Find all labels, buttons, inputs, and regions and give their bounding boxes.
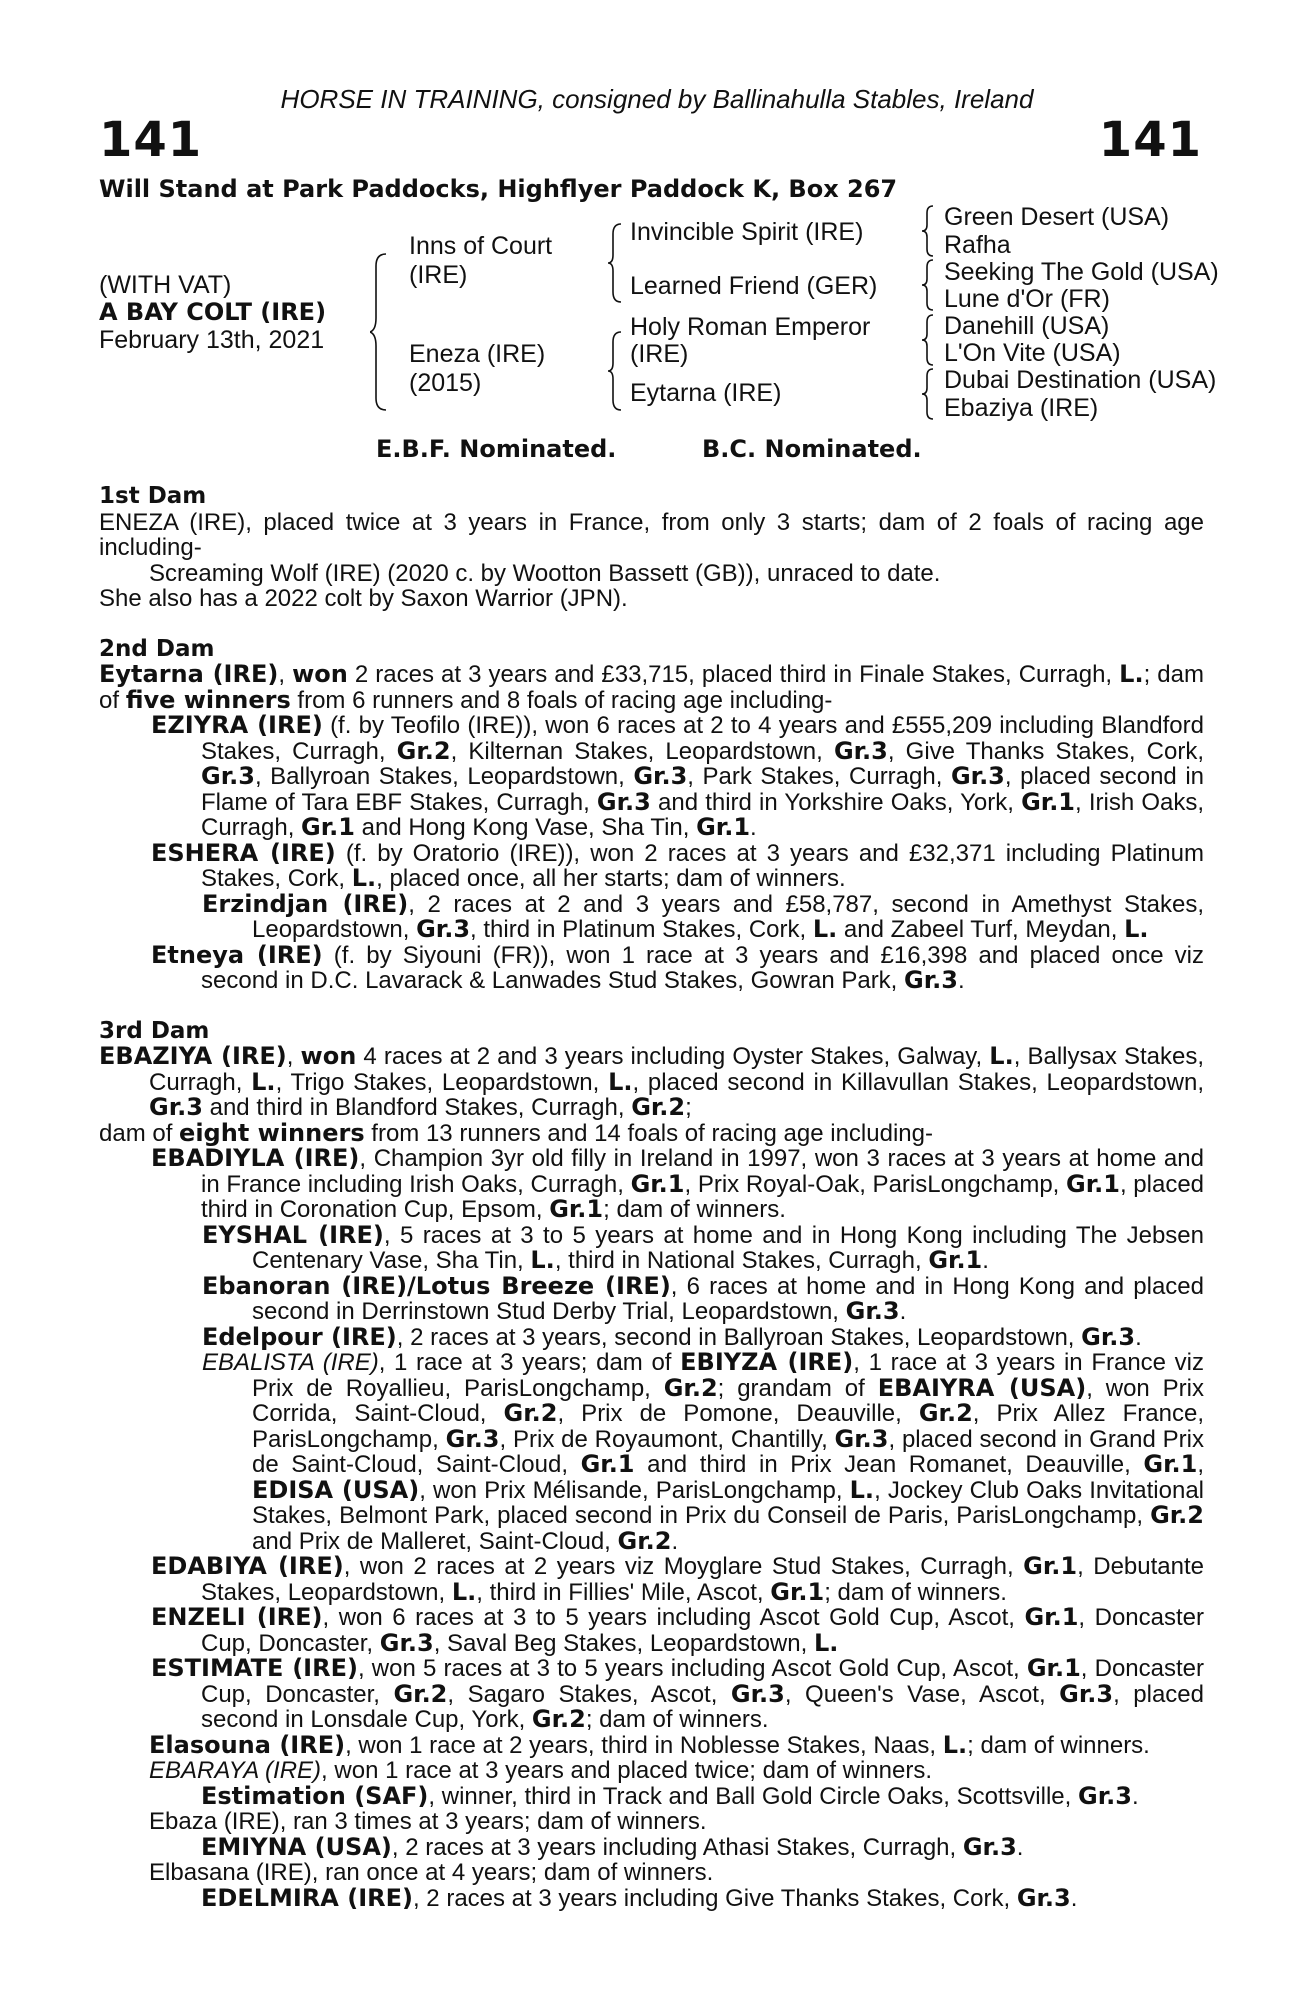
bold-text: Gr.3: [1016, 1883, 1071, 1912]
bold-text: Gr.1: [1066, 1169, 1120, 1198]
entry-text: , won 2 races at 2 years viz Moyglare Stud Stakes, Curragh,: [343, 1553, 1024, 1580]
dam-section: [99, 484, 1204, 612]
bold-text: ENZELI (IRE): [151, 1603, 323, 1631]
entry-text: , 1 race at 3 years in France viz Prix de Royallieu, ParisLongchamp,: [252, 1349, 1205, 1402]
entry-text: .: [1135, 1323, 1142, 1351]
entry-text: , 5 races at 3 to 5 years at home and in Hong Kong including The Jebsen Centenary Vase, Sha Tin,: [252, 1221, 1204, 1274]
entry-text: ; dam of winners.: [967, 1731, 1150, 1759]
pedigree-entry: [99, 940, 1205, 994]
entry-text: ,: [286, 1043, 301, 1070]
entry-text: , Ballysax Stakes, Curragh,: [149, 1043, 1204, 1096]
bold-text: EBAIYRA (USA): [877, 1373, 1087, 1402]
entry-text: She also has a 2022 colt by Saxon Warrior (JPN).: [99, 585, 628, 612]
bold-text: EBAZIYA (IRE): [99, 1042, 287, 1070]
bold-text: Gr.1: [580, 1450, 635, 1478]
sire-brace: [608, 222, 624, 304]
bold-text: EZIYRA (IRE): [151, 711, 323, 739]
ancestor-5: Danehill (USA): [944, 312, 1110, 340]
pedigree-entry: [99, 561, 1204, 587]
pedigree-entry: [99, 510, 1204, 561]
bold-text: Gr.1: [1023, 1552, 1078, 1580]
entry-text: (f. by Oratorio (IRE)), won 2 races at 3 years and £32,371 including Platinum Stakes, Cork,: [201, 839, 1204, 892]
bold-text: Etneya (IRE): [151, 940, 323, 969]
pedigree-entry: [99, 1146, 1204, 1223]
entry-text: , Doncaster Cup, Doncaster,: [201, 1604, 1205, 1657]
bold-text: Gr.3: [845, 1297, 900, 1325]
entry-text: , Sagaro Stakes, Ascot,: [447, 1680, 731, 1708]
entry-text: , Prix de Royaumont, Chantilly,: [499, 1425, 835, 1453]
pedigree-entry: [99, 1605, 1204, 1656]
foaling-date: February 13th, 2021: [99, 326, 325, 354]
produce-record: [99, 484, 1204, 1911]
entry-text: from 6 runners and 8 foals of racing age including-: [290, 686, 833, 714]
bold-text: L.: [812, 915, 838, 943]
consignor-heading: HORSE IN TRAINING, consigned by Ballinahulla Stables, Ireland: [280, 84, 1034, 114]
pedigree-entry: [99, 1832, 1204, 1861]
bold-text: L.: [813, 1628, 839, 1657]
entry-text: , Trigo Stakes, Leopardstown,: [275, 1068, 609, 1096]
dam-name: Eneza (IRE): [409, 340, 546, 368]
gen3-brace-4: [922, 367, 936, 421]
sire-name: Inns of Court: [409, 232, 553, 260]
sire-origin: (IRE): [409, 261, 468, 289]
stand-location: Will Stand at Park Paddocks, Highflyer Paddock K, Box 267: [99, 175, 898, 203]
pedigree-entry: [99, 1350, 1204, 1554]
bold-text: Gr.1: [1143, 1450, 1198, 1478]
ancestor-1: Green Desert (USA): [944, 203, 1170, 231]
entry-text: , Jockey Club Oaks Invitational Stakes, Belmont Park, placed second in Prix du Conseil de Paris, ParisLongchamp,: [252, 1476, 1204, 1529]
pedigree-entry: [99, 1809, 1204, 1835]
bc-nomination: B.C. Nominated.: [702, 435, 922, 463]
bold-text: Gr.1: [770, 1577, 825, 1606]
entry-text: ,: [1197, 1451, 1204, 1478]
entry-text: 4 races at 2 and 3 years including Oyster Stakes, Galway,: [356, 1043, 990, 1070]
pedigree-entry: [99, 586, 1204, 612]
bold-text: Gr.3: [962, 1832, 1017, 1861]
entry-text: , third in Fillies' Mile, Ascot,: [476, 1578, 771, 1606]
entry-text: and Prix de Malleret, Saint-Cloud,: [252, 1527, 618, 1555]
bold-text: Gr.2: [393, 1679, 448, 1708]
pedigree-entry: [99, 1860, 1204, 1886]
pedigree-entry: [99, 662, 1204, 713]
bold-text: EBIYZA (IRE): [680, 1348, 854, 1376]
bold-text: Gr.2: [631, 1093, 686, 1121]
entry-text: (f. by Teofilo (IRE)), won 6 races at 2 to 4 years and £555,209 including Blandford Stakes, Curragh,: [201, 712, 1204, 765]
bold-text: Gr.3: [730, 1679, 785, 1708]
bold-text: Gr.1: [928, 1246, 983, 1274]
pedigree-entry: [99, 838, 1204, 892]
entry-text: .: [899, 1298, 907, 1325]
entry-text: , Queen's Vase, Ascot,: [784, 1680, 1060, 1708]
gen3-brace-3: [922, 313, 936, 367]
entry-text: , 6 races at home and in Hong Kong and placed second in Derrinstown Stud Derby Trial, Leopardstown,: [252, 1272, 1204, 1325]
entry-text: .: [1131, 1782, 1139, 1810]
bold-text: L.: [849, 1475, 875, 1504]
entry-text: .: [957, 967, 965, 994]
bold-text: L.: [1124, 915, 1149, 943]
entry-text: .: [1070, 1884, 1078, 1912]
bold-text: Gr.2: [663, 1373, 718, 1402]
bold-text: Gr.3: [834, 1424, 889, 1453]
dam-brace: [608, 330, 624, 412]
bold-text: Gr.1: [301, 813, 355, 841]
bold-text: Gr.2: [918, 1399, 973, 1427]
ancestor-3: Seeking The Gold (USA): [944, 258, 1219, 286]
entry-text: ,: [278, 661, 293, 688]
entry-text: , Park Stakes, Curragh,: [687, 763, 951, 790]
vat-note: (WITH VAT): [99, 271, 232, 299]
ancestor-7: Dubai Destination (USA): [944, 366, 1217, 394]
entry-text: , won 5 races at 3 to 5 years including Ascot Gold Cup, Ascot,: [357, 1655, 1027, 1682]
entry-text: and third in Yorkshire Oaks, York,: [650, 788, 1022, 816]
bold-text: Gr.2: [503, 1399, 558, 1427]
bold-text: Gr.3: [1081, 1322, 1136, 1351]
bold-text: five winners: [125, 685, 291, 714]
entry-text: , placed second in Flame of Tara EBF Stakes, Curragh,: [201, 763, 1205, 816]
bold-text: Elasouna (IRE): [149, 1730, 346, 1759]
pedigree-entry: [99, 1220, 1204, 1274]
entry-text: , 2 races at 3 years including Give Thanks Stakes, Cork,: [412, 1884, 1017, 1912]
entry-text: , Prix Royal-Oak, ParisLongchamp,: [684, 1170, 1067, 1198]
bold-text: L.: [530, 1246, 555, 1274]
entry-text: and Zabeel Turf, Meydan,: [837, 916, 1125, 943]
pedigree-entry: [99, 1271, 1204, 1325]
entry-text: , Give Thanks Stakes, Cork,: [887, 737, 1205, 765]
ancestor-6: L'On Vite (USA): [944, 339, 1121, 367]
pedigree-entry: [99, 1554, 1204, 1605]
lot-number-right: 141: [1098, 112, 1202, 168]
section-heading: 2nd Dam: [99, 635, 215, 662]
ancestor-8: Ebaziya (IRE): [944, 394, 1099, 422]
entry-text: and third in Prix Jean Romanet, Deauville,: [634, 1451, 1144, 1478]
italic-text: EBARAYA (IRE): [149, 1757, 322, 1784]
pedigree-entry: [99, 713, 1204, 841]
entry-text: , Prix de Pomone, Deauville,: [557, 1400, 919, 1427]
entry-text: ;: [685, 1094, 692, 1121]
pedigree-entry: [99, 1883, 1204, 1912]
entry-text: , winner, third in Track and Ball Gold Circle Oaks, Scottsville,: [428, 1782, 1078, 1810]
bold-text: Gr.2: [396, 736, 451, 765]
bold-text: L.: [989, 1042, 1014, 1070]
entry-text: ; dam of: [99, 661, 1204, 714]
lot-number-left: 141: [99, 112, 203, 168]
horse-brace: [370, 252, 390, 412]
dam-dam: Eytarna (IRE): [630, 379, 782, 407]
entry-text: , won Prix Corrida, Saint-Cloud,: [252, 1374, 1204, 1427]
bold-text: Gr.1: [1026, 1654, 1081, 1682]
section-heading: 3rd Dam: [99, 1017, 210, 1044]
bold-text: Gr.3: [950, 762, 1005, 790]
entry-text: ; grandam of: [717, 1374, 878, 1402]
entry-text: from 13 runners and 14 foals of racing age including-: [364, 1119, 933, 1147]
dam-sire-name: Holy Roman Emperor: [630, 313, 871, 341]
bold-text: L.: [251, 1067, 276, 1096]
pedigree-entry: [99, 1118, 1204, 1147]
bold-text: Gr.2: [617, 1526, 672, 1555]
bold-text: Gr.3: [904, 966, 958, 994]
entry-text: , 2 races at 3 years, second in Ballyroan Stakes, Leopardstown,: [396, 1323, 1082, 1351]
bold-text: Gr.3: [201, 762, 255, 790]
entry-text: , won 1 race at 2 years, third in Noblesse Stakes, Naas,: [345, 1731, 943, 1759]
dam-sire-origin: (IRE): [630, 340, 689, 368]
bold-text: Gr.3: [1059, 1679, 1114, 1708]
bold-text: L.: [942, 1730, 968, 1759]
bold-text: EDELMIRA (IRE): [201, 1883, 413, 1912]
bold-text: EYSHAL (IRE): [202, 1220, 384, 1249]
sire-dam: Learned Friend (GER): [630, 272, 878, 300]
bold-text: Gr.3: [633, 762, 688, 790]
entry-text: Ebaza (IRE), ran 3 times at 3 years; dam of winners.: [149, 1808, 707, 1835]
bold-text: EMIYNA (USA): [201, 1832, 392, 1861]
entry-text: , 2 races at 3 years including Athasi Stakes, Curragh,: [391, 1833, 963, 1861]
bold-text: Gr.2: [1150, 1501, 1204, 1529]
bold-text: Gr.1: [696, 813, 751, 841]
entry-text: , Debutante Stakes, Leopardstown,: [201, 1553, 1204, 1606]
bold-text: L.: [451, 1577, 477, 1606]
entry-text: , Kilternan Stakes, Leopardstown,: [450, 737, 834, 765]
entry-text: dam of: [99, 1119, 180, 1147]
entry-text: , placed second in Killavullan Stakes, Leopardstown,: [632, 1068, 1205, 1096]
bold-text: L.: [608, 1067, 633, 1096]
entry-text: ; dam of winners.: [824, 1578, 1007, 1606]
entry-text: .: [1016, 1833, 1024, 1861]
pedigree-entry: [99, 1656, 1204, 1733]
entry-text: ; dam of winners.: [603, 1196, 786, 1223]
pedigree-entry: [99, 889, 1205, 943]
entry-text: Screaming Wolf (IRE) (2020 c. by Wootton Bassett (GB)), unraced to date.: [149, 559, 941, 587]
horse-name: A BAY COLT (IRE): [99, 298, 327, 326]
gen3-brace-1: [922, 204, 936, 258]
entry-text: , Ballyroan Stakes, Leopardstown,: [254, 763, 634, 790]
bold-text: Edelpour (IRE): [202, 1322, 397, 1351]
entry-text: , placed second in Grand Prix de Saint-Cloud, Saint-Cloud,: [252, 1425, 1204, 1478]
italic-text: EBALISTA (IRE): [202, 1349, 379, 1376]
entry-text: .: [750, 814, 757, 841]
entry-text: ENEZA (IRE), placed twice at 3 years in France, from only 3 starts; dam of 2 foals of racing age including-: [99, 508, 1204, 561]
bold-text: EBADIYLA (IRE): [151, 1144, 360, 1172]
bold-text: Gr.3: [596, 787, 651, 816]
dam-year: (2015): [409, 369, 482, 397]
bold-text: EDABIYA (IRE): [151, 1552, 344, 1580]
bold-text: Gr.3: [379, 1628, 434, 1657]
entry-text: , 1 race at 3 years; dam of: [378, 1349, 681, 1376]
bold-text: Ebanoran (IRE)/Lotus Breeze (IRE): [202, 1271, 671, 1300]
bold-text: Gr.3: [445, 1424, 500, 1453]
ancestor-4: Lune d'Or (FR): [944, 285, 1110, 313]
dam-section: [99, 1019, 1204, 1912]
dam-section: [99, 637, 1204, 994]
entry-text: , won 6 races at 3 to 5 years including Ascot Gold Cup, Ascot,: [322, 1604, 1025, 1631]
entry-text: , third in Platinum Stakes, Cork,: [470, 916, 813, 943]
pedigree-entry: [99, 1758, 1204, 1784]
entry-text: .: [982, 1247, 989, 1274]
bold-text: Gr.1: [549, 1195, 604, 1223]
pedigree-entry: [99, 1044, 1204, 1121]
bold-text: ESHERA (IRE): [151, 838, 336, 867]
section-heading: 1st Dam: [99, 483, 207, 509]
bold-text: Gr.3: [833, 736, 888, 765]
entry-text: (f. by Siyouni (FR)), won 1 race at 3 years and £16,398 and placed once viz second in D.C. Lavarack & Lanwades Stud Stakes, Gowran Park,: [201, 941, 1205, 994]
entry-text: .: [671, 1527, 679, 1555]
sire-sire: Invincible Spirit (IRE): [630, 218, 864, 246]
entry-text: , 2 races at 2 and 3 years and £58,787, second in Amethyst Stakes, Leopardstown,: [252, 890, 1205, 943]
entry-text: ; dam of winners.: [585, 1706, 769, 1733]
entry-text: 2 races at 3 years and £33,715, placed third in Finale Stakes, Curragh,: [347, 661, 1120, 688]
entry-text: and Hong Kong Vase, Sha Tin,: [354, 814, 697, 841]
entry-text: , Prix Allez France, ParisLongchamp,: [252, 1400, 1205, 1453]
bold-text: L.: [351, 864, 377, 892]
entry-text: , won Prix Mélisande, ParisLongchamp,: [419, 1476, 850, 1504]
bold-text: Gr.3: [416, 915, 471, 943]
bold-text: won: [292, 660, 348, 688]
pedigree-entry: [99, 1730, 1204, 1759]
entry-text: Elbasana (IRE), ran once at 4 years; dam of winners.: [149, 1859, 714, 1886]
gen3-brace-2: [922, 258, 936, 312]
bold-text: Gr.1: [630, 1169, 685, 1198]
bold-text: Erzindjan (IRE): [202, 889, 409, 918]
bold-text: won: [300, 1042, 357, 1070]
pedigree-entry: [99, 1322, 1204, 1351]
pedigree-entry: [99, 1781, 1204, 1810]
ancestor-2: Rafha: [944, 231, 1011, 259]
bold-text: Gr.3: [149, 1093, 203, 1121]
bold-text: eight winners: [179, 1118, 365, 1147]
entry-text: , Doncaster Cup, Doncaster,: [201, 1655, 1205, 1708]
entry-text: , won 1 race at 3 years and placed twice; dam of winners.: [321, 1757, 933, 1784]
bold-text: Gr.3: [1078, 1781, 1132, 1810]
bold-text: Estimation (SAF): [201, 1781, 429, 1810]
entry-text: , placed second in Lonsdale Cup, York,: [201, 1680, 1204, 1733]
entry-text: and third in Blandford Stakes, Curragh,: [202, 1094, 632, 1121]
bold-text: L.: [1119, 660, 1144, 688]
bold-text: Eytarna (IRE): [99, 660, 279, 688]
entry-text: , Champion 3yr old filly in Ireland in 1997, won 3 races at 3 years at home and in France including Irish Oaks, Curragh,: [201, 1145, 1204, 1198]
entry-text: , third in National Stakes, Curragh,: [554, 1247, 929, 1274]
entry-text: , Saval Beg Stakes, Leopardstown,: [433, 1629, 814, 1657]
bold-text: Gr.1: [1024, 1603, 1079, 1631]
entry-text: , Irish Oaks, Curragh,: [201, 788, 1204, 841]
entry-text: , placed third in Coronation Cup, Epsom,: [201, 1170, 1205, 1223]
bold-text: ESTIMATE (IRE): [151, 1654, 358, 1682]
bold-text: Gr.1: [1021, 787, 1076, 816]
bold-text: Gr.2: [531, 1705, 586, 1733]
ebf-nomination: E.B.F. Nominated.: [376, 435, 617, 463]
bold-text: EDISA (USA): [252, 1475, 420, 1504]
entry-text: , placed once, all her starts; dam of winners.: [376, 865, 846, 892]
